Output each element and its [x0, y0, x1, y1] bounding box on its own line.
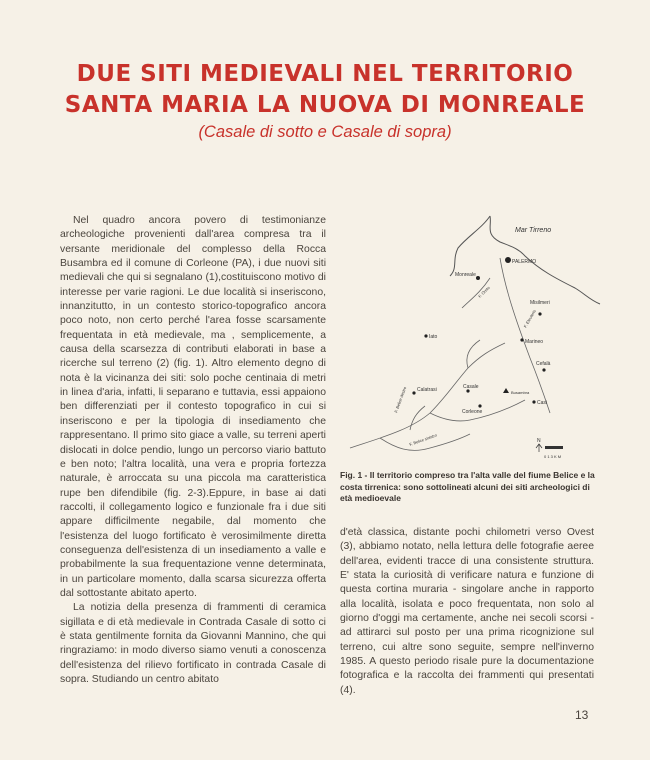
paragraph: Nel quadro ancora povero di testimonianze archeologiche provenienti dall'area compresa tra il versante meridionale del complesso della Rocca Busambra ed il comune di Corleone (PA), i due nuovi siti medievali che qui si segnalano (1),costituiscono motivo di interesse per varie ragioni. Le due località si inseriscono, innanzitutto, in un contesto storico-topografico ancora poco noto, non certo perché l'area fosse scarsamente frequentata in età medievale, ma , semplicemente, a causa della scarsezza di contributi elaborati in base a ricerche sul terreno (2) (fig. 1). Altro elemento degno di nota è la vicinanza dei siti: solo poche centinaia di metri in linea d'aria, infatti, li separano e tuttavia, essi appaiono ben differenziati per il contesto topografico in cui si inseriscono e per la tipologia di insediamento che rappresentano. Il primo sito giace a valle, su terreni aperti dislocati in dolce pendio, lungo un percorso viario battuto e ben noto; l'altra località, una vera e propria fortezza naturale, è arroccata su una piccola ma caratteristica rupe ben difendibile (fig. 2-3).Eppure, in base ai dati raccolti, il collegamento logico e funzionale fra i due siti appare difficilmente negabile, dal momento che l'esistenza del luogo fortificato è verosimilmente diretta conseguenza dell'esistenza di un insediamento a valle e probabilmente la sua frequentazione venne determinata, in un particolare momento, dalla scarsa sicurezza offerta dal sottostante abitato aperto. [60, 215, 326, 599]
river [410, 406, 425, 430]
site-marker [532, 400, 535, 403]
north-arrow: N [537, 438, 541, 444]
map-label-casale: Casale [463, 384, 479, 390]
map-label-calatrasi: Calatrasi [417, 387, 437, 393]
paragraph: d'età classica, distante pochi chilometri verso Ovest (3), abbiamo notato, nella lettura delle fotografie aeree dell'area, evidenti tracce di una consistente struttura. E' stata la curiosità di verificare natura e funzione di questa cortina muraria - singolare anche in rapporto alla località, isolata e poco frequentata, non solo al giorno d'oggi ma certamente, anche nei secoli scorsi - ad attirarci sul posto per una prima ricognizione sul terreno, cui altre sono seguite, sempre nell'inverno 1985. A questo periodo risale pure la documentazione fotografica e la raccolta dei frammenti qui presentati (4). [340, 527, 594, 696]
map-figure [340, 208, 602, 468]
map-label-marineo: Marineo [525, 339, 544, 345]
text-column-left [60, 214, 326, 687]
map-label-palermo: PALERMO [512, 259, 537, 265]
paragraph: La notizia della presenza di frammenti di ceramica sigillata e di età medievale in Contrada Casale di sotto ci è stata gentilmente fornita da Giovanni Mannino, che qui ringraziamo: in modo diverso siamo venuti a conoscenza dell'esistenza del rilievo fortificato in contrada Casale di sopra. Studiando un centro abitato [60, 602, 326, 685]
figure-caption: Fig. 1 - Il territorio compreso tra l'alta valle del fiume Belice e la costa tirrenica: sono sottolineati alcuni dei siti archeologici di età medioevale [340, 470, 595, 503]
map-label-busambra: Busambra [511, 390, 530, 395]
site-marker [505, 257, 511, 263]
site-marker [476, 276, 480, 280]
site-marker [520, 338, 523, 341]
map-label-monreale: Monreale [455, 272, 476, 278]
map-label-casi: Casi [537, 400, 548, 406]
page-number: 13 [575, 708, 589, 722]
map-label-sea: Mar Tirreno [515, 227, 552, 234]
scale-label: 0 1 3 K M [544, 454, 562, 459]
site-marker [503, 388, 509, 393]
map-label-iato: Iato [429, 334, 438, 340]
site-marker [412, 391, 415, 394]
river [350, 343, 505, 448]
site-marker [478, 404, 481, 407]
scale-bar [545, 446, 563, 449]
north-arrow-icon [536, 444, 542, 452]
title-line-1: DUE SITI MEDIEVALI NEL TERRITORIO [76, 61, 574, 87]
text-column-right [340, 526, 594, 698]
map-label-river-belice-sinistro: F. Belice sinistro [408, 432, 438, 447]
map-label-river-oreto: F. Oreto [477, 285, 491, 299]
map-label-cefala: Cefalà [536, 361, 551, 367]
title-line-2: SANTA MARIA LA NUOVA DI MONREALE [64, 92, 586, 118]
subtitle: (Casale di sotto e Casale di sopra) [198, 123, 452, 141]
map-label-river-belice-destro: F. Belice destro [393, 385, 408, 414]
map-label-river-eleuterio: F. Eleuterio [522, 308, 537, 329]
site-marker [542, 368, 545, 371]
site-marker [538, 312, 541, 315]
map-label-misilmeri: Misilmeri [530, 300, 550, 306]
coastline [450, 216, 490, 276]
site-marker [424, 334, 427, 337]
river [467, 340, 480, 368]
map-label-corleone: Corleone [462, 409, 483, 415]
